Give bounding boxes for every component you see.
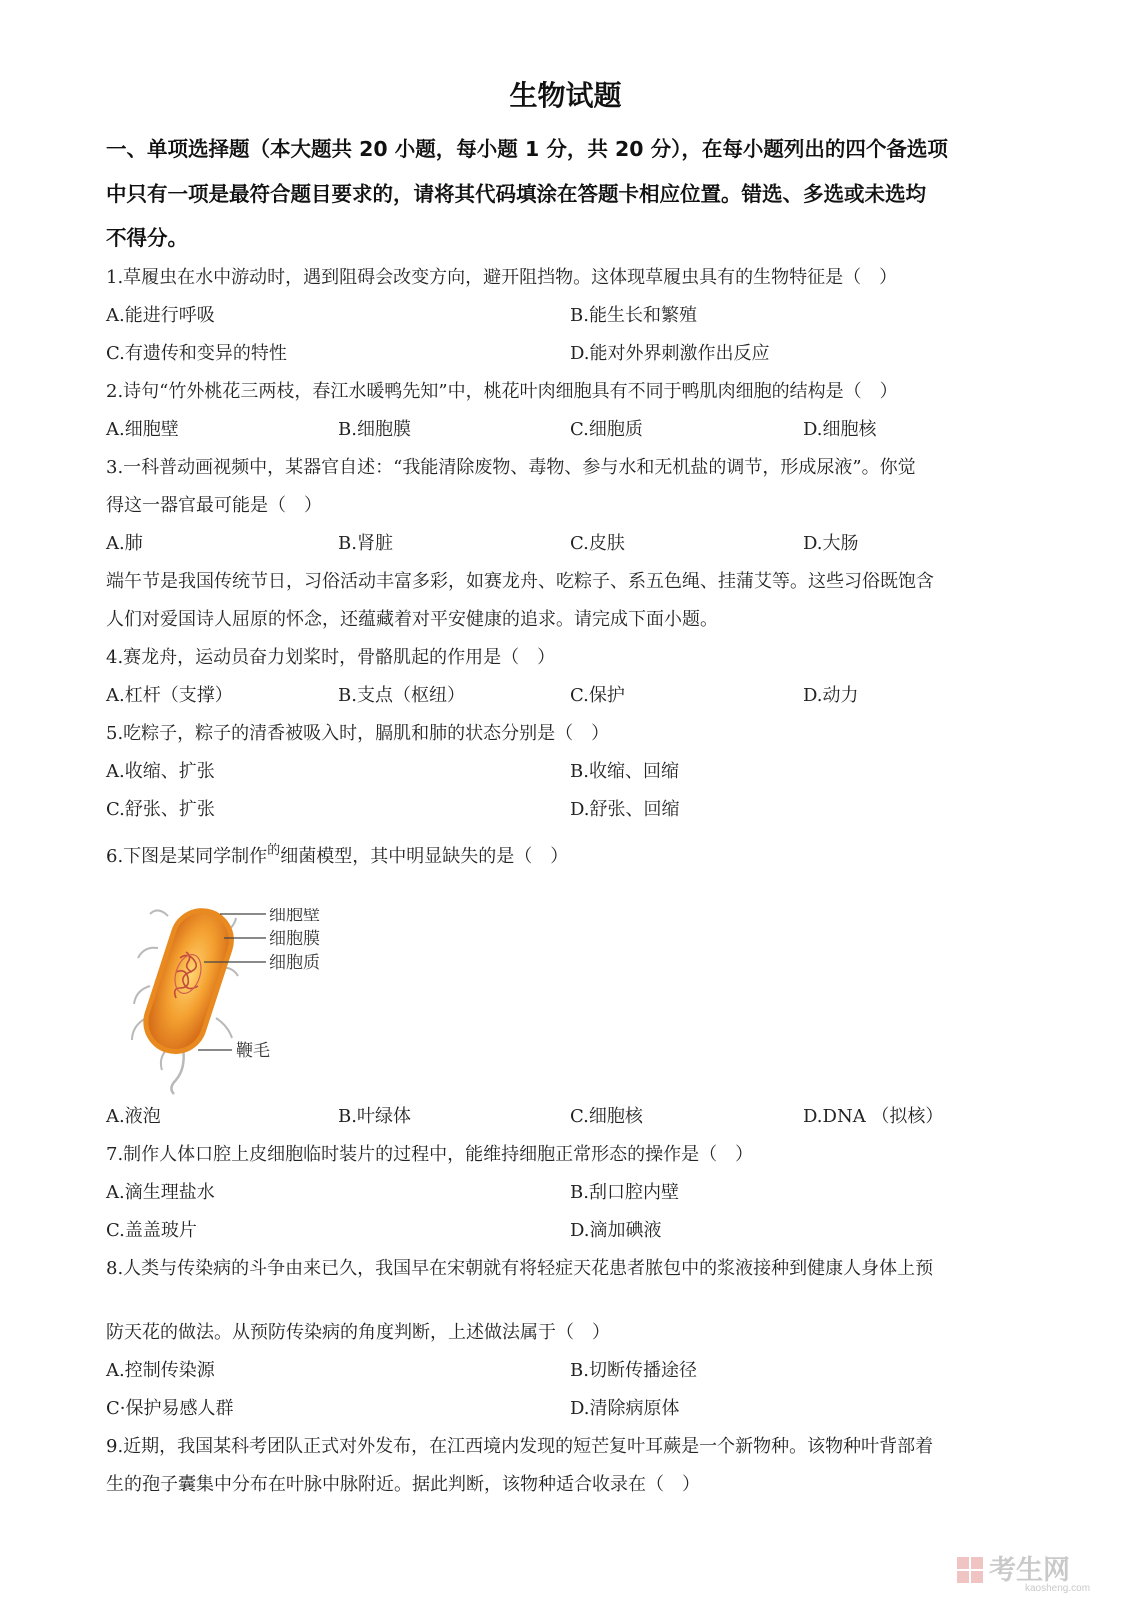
question-3-option-a: A.肺 — [106, 533, 143, 554]
question-7-stem: 7.制作人体口腔上皮细胞临时装片的过程中，能维持细胞正常形态的操作是（ ） — [106, 1144, 754, 1165]
question-4-stem: 4.赛龙舟，运动员奋力划桨时，骨骼肌起的作用是（ ） — [106, 647, 556, 668]
passage-line2: 人们对爱国诗人屈原的怀念，还蕴藏着对平安健康的追求。请完成下面小题。 — [106, 609, 718, 630]
question-8-option-b: B.切断传播途径 — [570, 1360, 697, 1381]
question-3-stem-line1: 3.一科普动画视频中，某器官自述：“我能清除废物、毒物、参与水和无机盐的调节，形成尿液”。你觉 — [106, 457, 916, 478]
question-7-option-b: B.刮口腔内壁 — [570, 1182, 679, 1203]
question-2-option-b: B.细胞膜 — [338, 419, 411, 440]
logo-mark-icon — [957, 1557, 983, 1583]
question-4-option-a: A.杠杆（支撑） — [106, 685, 233, 706]
question-7-option-a: A.滴生理盐水 — [106, 1182, 215, 1203]
question-1-option-b: B.能生长和繁殖 — [570, 305, 697, 326]
watermark-url: kaosheng.com — [1025, 1583, 1091, 1593]
question-8-option-d: D.清除病原体 — [570, 1398, 680, 1419]
section-heading-line1: 一、单项选择题（本大题共 20 小题，每小题 1 分，共 20 分），在每小题列出的四个备选项 — [106, 137, 948, 161]
question-1-stem: 1.草履虫在水中游动时，遇到阻碍会改变方向，避开阻挡物。这体现草履虫具有的生物特征是（ ） — [106, 267, 898, 288]
label-flagellum: 鞭毛 — [236, 1041, 270, 1060]
question-6-stem — [106, 842, 1026, 868]
watermark-text: 考生网 — [989, 1555, 1070, 1586]
question-7-option-d: D.滴加碘液 — [570, 1220, 662, 1241]
section-heading-line3: 不得分。 — [106, 226, 188, 250]
label-cell-wall: 细胞壁 — [269, 908, 320, 924]
question-6-option-a: A.液泡 — [106, 1106, 161, 1127]
bacterium-diagram — [128, 908, 348, 1098]
page-title: 生物试题 — [509, 79, 622, 112]
question-2-option-a: A.细胞壁 — [106, 419, 179, 440]
question-5-option-a: A.收缩、扩张 — [106, 761, 215, 782]
question-3-stem-line2: 得这一器官最可能是（ ） — [106, 495, 322, 516]
question-4-option-c: C.保护 — [570, 685, 625, 706]
question-6-option-b: B.叶绿体 — [338, 1106, 411, 1127]
question-4-option-b: B.支点（枢纽） — [338, 685, 465, 706]
question-1-option-d: D.能对外界刺激作出反应 — [570, 343, 770, 364]
question-3-option-d: D.大肠 — [803, 533, 859, 554]
question-8-option-a: A.控制传染源 — [106, 1360, 215, 1381]
question-5-option-d: D.舒张、回缩 — [570, 799, 680, 820]
question-2-option-d: D.细胞核 — [803, 419, 877, 440]
question-5-stem: 5.吃粽子，粽子的清香被吸入时，膈肌和肺的状态分别是（ ） — [106, 723, 610, 744]
section-heading-line2: 中只有一项是最符合题目要求的，请将其代码填涂在答题卡相应位置。错选、多选或未选均 — [106, 182, 926, 206]
question-6-stem-part1: 6.下图是某同学制作 — [106, 846, 268, 867]
passage-line1: 端午节是我国传统节日，习俗活动丰富多彩，如赛龙舟、吃粽子、系五色绳、挂蒲艾等。这些习俗既饱含 — [106, 571, 934, 592]
label-cytoplasm: 细胞质 — [269, 953, 320, 972]
flagellum — [171, 1048, 183, 1094]
question-6-stem-de: 的 — [267, 843, 281, 858]
question-6-option-d: D.DNA （拟核） — [803, 1106, 944, 1127]
question-2-stem: 2.诗句“竹外桃花三两枝，春江水暖鸭先知”中，桃花叶肉细胞具有不同于鸭肌肉细胞的结构是（ ） — [106, 381, 898, 402]
question-7-option-c: C.盖盖玻片 — [106, 1220, 197, 1241]
question-1-option-c: C.有遗传和变异的特性 — [106, 343, 287, 364]
question-3-option-b: B.肾脏 — [338, 533, 393, 554]
question-9-stem-line2: 生的孢子囊集中分布在叶脉中脉附近。据此判断，该物种适合收录在（ ） — [106, 1474, 700, 1495]
question-4-option-d: D.动力 — [803, 685, 859, 706]
watermark-logo — [955, 1553, 1115, 1593]
question-6-stem-part2: 细菌模型，其中明显缺失的是（ ） — [280, 846, 569, 867]
question-1-option-a: A.能进行呼吸 — [106, 305, 215, 326]
question-8-stem-line1: 8.人类与传染病的斗争由来已久，我国早在宋朝就有将轻症天花患者脓包中的浆液接种到健康人身体上预 — [106, 1258, 934, 1279]
question-8-stem-line2: 防天花的做法。从预防传染病的角度判断，上述做法属于（ ） — [106, 1322, 610, 1343]
question-3-option-c: C.皮肤 — [570, 533, 625, 554]
question-8-option-c: C·保护易感人群 — [106, 1398, 234, 1419]
question-5-option-c: C.舒张、扩张 — [106, 799, 215, 820]
question-6-option-c: C.细胞核 — [570, 1106, 643, 1127]
question-5-option-b: B.收缩、回缩 — [570, 761, 679, 782]
question-2-option-c: C.细胞质 — [570, 419, 643, 440]
bacterium-model-figure — [128, 908, 348, 1098]
label-cell-membrane: 细胞膜 — [269, 929, 320, 948]
question-9-stem-line1: 9.近期，我国某科考团队正式对外发布，在江西境内发现的短芒复叶耳蕨是一个新物种。该物种叶背部着 — [106, 1436, 934, 1457]
